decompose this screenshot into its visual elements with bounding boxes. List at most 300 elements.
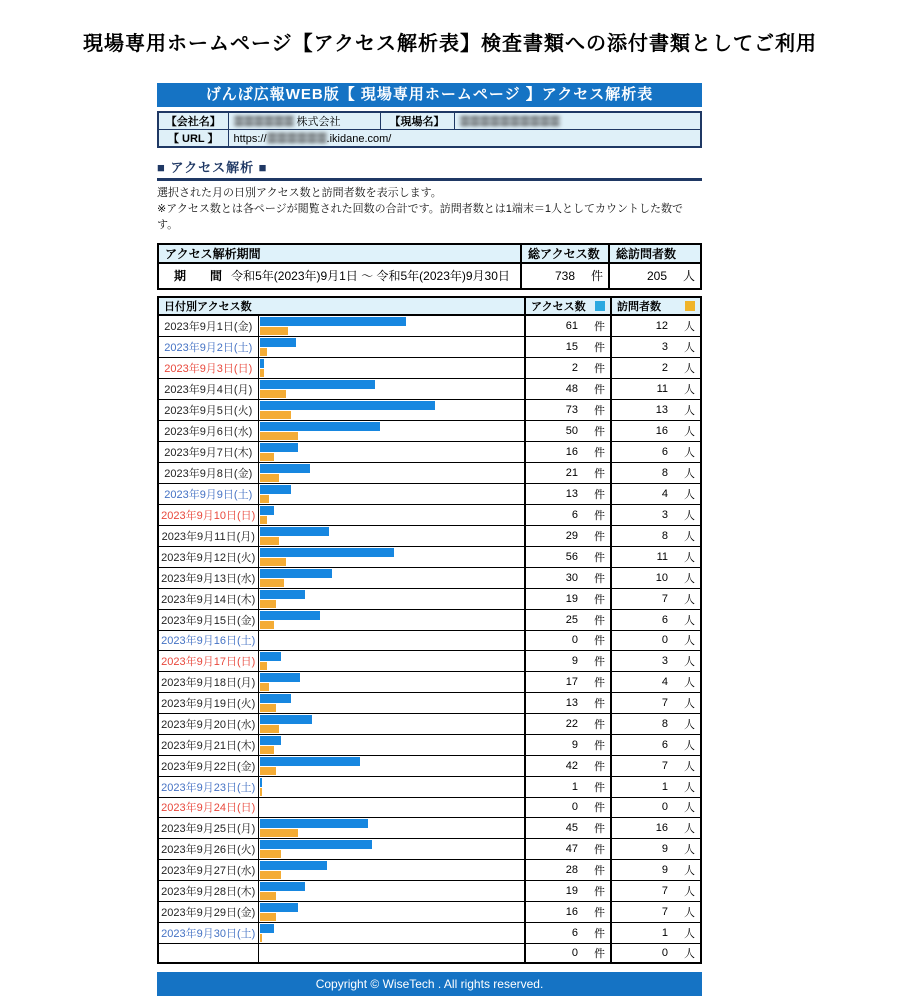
date-cell: 2023年9月4日(月) — [158, 378, 258, 399]
company-name-redacted: 〓〓〓〓〓〓 — [233, 116, 294, 128]
access-bar — [260, 401, 435, 410]
visitors-count-cell-value: 0 — [661, 634, 668, 647]
access-bar — [260, 715, 313, 724]
access-count-cell-value: 61 — [565, 319, 578, 332]
access-count-cell-unit: 件 — [594, 697, 605, 710]
access-bar — [260, 464, 310, 473]
table-row — [158, 692, 701, 713]
visitors-count-cell — [611, 462, 701, 483]
access-legend-square-icon — [595, 301, 605, 311]
access-bar — [260, 548, 394, 557]
visitors-count-cell — [611, 671, 701, 692]
access-count-cell — [525, 399, 611, 420]
visitors-count-cell-value: 6 — [661, 738, 668, 751]
access-count-cell-unit: 件 — [594, 383, 605, 396]
bar-cell — [258, 838, 525, 859]
access-count-cell — [525, 671, 611, 692]
access-count-cell-value: 22 — [565, 717, 578, 730]
visitors-bar — [260, 871, 282, 879]
url-row — [158, 130, 701, 148]
visitors-bar — [260, 369, 265, 377]
visitors-count-cell — [611, 650, 701, 671]
visitors-count-cell — [611, 378, 701, 399]
visitors-count-cell-value: 8 — [661, 717, 668, 730]
access-count-cell — [525, 650, 611, 671]
visitors-count-cell-value: 1 — [661, 926, 668, 939]
visitors-count-cell-value: 1 — [661, 780, 668, 793]
access-count-cell — [525, 734, 611, 755]
bar-cell — [258, 315, 525, 337]
access-bar — [260, 882, 306, 891]
bar-cell — [258, 420, 525, 441]
access-count-cell-value: 29 — [565, 529, 578, 542]
bar-cell — [258, 797, 525, 817]
access-count-cell-value: 16 — [565, 445, 578, 458]
visitors-count-cell — [611, 315, 701, 337]
access-count-cell-value: 19 — [565, 884, 578, 897]
access-count-cell-unit: 件 — [594, 885, 605, 898]
visitors-count-cell — [611, 609, 701, 630]
visitors-count-cell — [611, 588, 701, 609]
access-count-cell-unit: 件 — [594, 446, 605, 459]
date-col-header: 日付別アクセス数 — [158, 297, 525, 315]
access-count-cell-value: 47 — [565, 842, 578, 855]
date-cell: 2023年9月22日(金) — [158, 755, 258, 776]
company-value-cell — [228, 112, 380, 130]
visitors-count-cell — [611, 441, 701, 462]
bar-cell — [258, 609, 525, 630]
visitors-bar — [260, 474, 279, 482]
visitors-bar — [260, 913, 277, 921]
table-row — [158, 734, 701, 755]
visitors-count-cell-value: 3 — [661, 508, 668, 521]
access-bar — [260, 422, 380, 431]
access-count-cell — [525, 797, 611, 817]
date-cell: 2023年9月27日(水) — [158, 859, 258, 880]
access-count-cell-unit: 件 — [594, 802, 605, 815]
access-count-cell-unit: 件 — [594, 927, 605, 940]
access-count-cell-unit: 件 — [594, 948, 605, 961]
access-count-cell — [525, 483, 611, 504]
visitors-count-cell — [611, 357, 701, 378]
table-row — [158, 671, 701, 692]
access-count-cell-value: 50 — [565, 424, 578, 437]
copyright-text: Copyright © WiseTech . All rights reserved. — [315, 977, 544, 992]
access-count-cell-value: 15 — [565, 340, 578, 353]
visitors-count-cell-unit: 人 — [684, 425, 695, 438]
table-row — [158, 755, 701, 776]
access-count-cell-value: 16 — [565, 905, 578, 918]
site-info-table — [157, 111, 702, 148]
access-count-cell-unit: 件 — [594, 718, 605, 731]
access-bar — [260, 903, 298, 912]
date-cell: 2023年9月26日(火) — [158, 838, 258, 859]
access-count-cell-value: 21 — [565, 466, 578, 479]
access-count-cell — [525, 357, 611, 378]
access-bar — [260, 317, 406, 326]
date-cell: 2023年9月28日(木) — [158, 880, 258, 901]
access-count-cell-unit: 件 — [594, 551, 605, 564]
date-cell: 2023年9月19日(火) — [158, 692, 258, 713]
access-bar — [260, 673, 301, 682]
visitors-count-cell-unit: 人 — [684, 739, 695, 752]
visitors-count-cell-unit: 人 — [684, 822, 695, 835]
visitors-bar — [260, 767, 277, 775]
access-count-cell-value: 42 — [565, 759, 578, 772]
visitors-count-cell — [611, 901, 701, 922]
site-label: 【現場名】 — [380, 112, 454, 130]
visitors-bar — [260, 662, 267, 670]
visitors-count-cell-value: 11 — [656, 550, 668, 563]
access-count-cell-unit: 件 — [594, 843, 605, 856]
access-count-cell-value: 9 — [571, 654, 578, 667]
daily-access-table — [157, 296, 702, 965]
table-row — [158, 859, 701, 880]
total-access-header-cell: 総アクセス数 — [521, 244, 609, 263]
report-sheet — [157, 83, 702, 996]
analysis-period-table — [157, 243, 702, 290]
visitors-count-cell — [611, 880, 701, 901]
date-cell: 2023年9月13日(水) — [158, 567, 258, 588]
visitors-count-cell-unit: 人 — [684, 446, 695, 459]
table-row — [158, 357, 701, 378]
visitors-count-cell-unit: 人 — [684, 383, 695, 396]
visitors-count-cell-value: 7 — [661, 696, 668, 709]
access-bar — [260, 506, 274, 515]
visitors-count-cell — [611, 755, 701, 776]
table-row — [158, 609, 701, 630]
bar-cell — [258, 483, 525, 504]
url-label: 【 URL 】 — [158, 130, 228, 148]
access-bar — [260, 611, 320, 620]
table-row — [158, 315, 701, 337]
bar-cell — [258, 734, 525, 755]
visitors-bar — [260, 537, 279, 545]
table-row — [158, 776, 701, 797]
visitors-bar — [260, 579, 284, 587]
table-row — [158, 483, 701, 504]
visitors-count-cell — [611, 943, 701, 963]
table-row — [158, 713, 701, 734]
visitors-count-cell-value: 2 — [661, 361, 668, 374]
date-cell: 2023年9月7日(木) — [158, 441, 258, 462]
access-count-cell — [525, 588, 611, 609]
table-row — [158, 420, 701, 441]
access-count-cell — [525, 880, 611, 901]
total-access-unit: 件 — [591, 269, 604, 284]
visitors-count-cell-value: 3 — [661, 340, 668, 353]
visitors-bar — [260, 704, 277, 712]
company-label: 【会社名】 — [158, 112, 228, 130]
access-count-cell-unit: 件 — [594, 760, 605, 773]
daily-table-body — [158, 315, 701, 964]
access-count-cell — [525, 336, 611, 357]
access-count-cell — [525, 713, 611, 734]
visitors-count-cell — [611, 859, 701, 880]
visitors-count-cell-value: 9 — [661, 863, 668, 876]
date-cell: 2023年9月6日(水) — [158, 420, 258, 441]
visitors-col-header-cell — [611, 297, 701, 315]
access-count-cell — [525, 315, 611, 337]
access-count-cell — [525, 378, 611, 399]
visitors-bar — [260, 348, 267, 356]
visitors-count-cell — [611, 420, 701, 441]
section-heading-underline — [157, 178, 702, 181]
bar-cell — [258, 630, 525, 650]
visitors-count-cell-value: 16 — [655, 424, 668, 437]
access-bar — [260, 527, 330, 536]
visitors-count-cell — [611, 546, 701, 567]
visitors-count-cell — [611, 399, 701, 420]
visitors-count-cell-unit: 人 — [684, 488, 695, 501]
visitors-count-cell — [611, 817, 701, 838]
access-count-cell-value: 0 — [571, 947, 578, 960]
visitors-count-cell-value: 16 — [655, 821, 668, 834]
visitors-bar — [260, 934, 262, 942]
company-site-row — [158, 112, 701, 130]
visitors-count-cell-unit: 人 — [684, 760, 695, 773]
bar-cell — [258, 713, 525, 734]
access-count-cell-unit: 件 — [594, 906, 605, 919]
table-row — [158, 378, 701, 399]
access-count-cell-unit: 件 — [594, 341, 605, 354]
footer-bar — [157, 972, 702, 996]
bar-cell — [258, 859, 525, 880]
table-row — [158, 797, 701, 817]
visitors-count-cell-unit: 人 — [684, 718, 695, 731]
bar-cell — [258, 378, 525, 399]
access-count-cell-unit: 件 — [594, 530, 605, 543]
total-visitors-value: 205 — [646, 268, 667, 283]
access-count-cell-unit: 件 — [594, 488, 605, 501]
access-count-cell-value: 1 — [571, 780, 578, 793]
date-cell: 2023年9月21日(木) — [158, 734, 258, 755]
access-count-cell — [525, 567, 611, 588]
bar-cell — [258, 880, 525, 901]
visitors-count-cell-unit: 人 — [684, 906, 695, 919]
access-count-cell — [525, 776, 611, 797]
access-count-cell-value: 45 — [565, 821, 578, 834]
bar-cell — [258, 357, 525, 378]
access-count-cell — [525, 838, 611, 859]
total-visitors-header-cell: 総訪問者数 — [609, 244, 701, 263]
visitors-bar — [260, 892, 277, 900]
bar-cell — [258, 922, 525, 943]
visitors-count-cell-value: 13 — [655, 403, 668, 416]
bar-cell — [258, 650, 525, 671]
table-row — [158, 336, 701, 357]
access-bar — [260, 736, 282, 745]
period-label: 期 間 — [174, 269, 223, 284]
description-line-2: ※アクセス数とは各ページが閲覧された回数の合計です。訪問者数とは1端末＝1人としてカウントした数です。 — [157, 202, 684, 231]
date-cell: 2023年9月3日(日) — [158, 357, 258, 378]
table-row — [158, 901, 701, 922]
bar-cell — [258, 525, 525, 546]
date-cell: 2023年9月9日(土) — [158, 483, 258, 504]
date-cell: 2023年9月18日(月) — [158, 671, 258, 692]
visitors-bar — [260, 829, 298, 837]
url-value-cell — [228, 130, 701, 148]
date-cell: 2023年9月23日(土) — [158, 776, 258, 797]
url-suffix: .ikidane.com/ — [326, 133, 392, 145]
url-prefix: https:// — [233, 133, 267, 145]
visitors-count-cell-unit: 人 — [684, 320, 695, 333]
visitors-count-cell-unit: 人 — [684, 509, 695, 522]
bar-cell — [258, 943, 525, 963]
bar-cell — [258, 462, 525, 483]
access-analysis-heading: ■ アクセス解析 ■ — [157, 160, 268, 175]
access-count-cell-unit: 件 — [594, 509, 605, 522]
visitors-count-cell-value: 8 — [661, 466, 668, 479]
visitors-count-cell-unit: 人 — [684, 341, 695, 354]
visitors-count-cell — [611, 692, 701, 713]
access-count-cell-value: 13 — [565, 696, 578, 709]
table-row — [158, 504, 701, 525]
date-cell: 2023年9月1日(金) — [158, 315, 258, 337]
visitors-col-header: 訪問者数 — [617, 300, 661, 313]
visitors-bar — [260, 788, 262, 796]
site-value-cell — [454, 112, 701, 130]
access-count-cell-value: 9 — [571, 738, 578, 751]
period-cell — [158, 263, 521, 289]
access-bar — [260, 443, 298, 452]
date-cell: 2023年9月2日(土) — [158, 336, 258, 357]
access-count-cell-value: 19 — [565, 592, 578, 605]
visitors-count-cell-value: 4 — [661, 675, 668, 688]
period-table-header-row — [158, 244, 701, 263]
access-bar — [260, 924, 274, 933]
bar-cell — [258, 567, 525, 588]
visitors-bar — [260, 453, 274, 461]
access-count-cell-value: 6 — [571, 926, 578, 939]
access-bar — [260, 652, 282, 661]
page-title: 現場専用ホームページ【アクセス解析表】検査書類への添付書類としてご利用 — [83, 33, 817, 55]
date-cell: 2023年9月10日(日) — [158, 504, 258, 525]
visitors-count-cell-unit: 人 — [684, 530, 695, 543]
access-count-cell-unit: 件 — [594, 822, 605, 835]
access-count-cell-value: 0 — [571, 801, 578, 814]
visitors-count-cell-unit: 人 — [684, 885, 695, 898]
visitors-count-cell — [611, 483, 701, 504]
table-row — [158, 567, 701, 588]
visitors-count-cell-unit: 人 — [684, 781, 695, 794]
visitors-count-cell-unit: 人 — [684, 676, 695, 689]
access-count-cell — [525, 462, 611, 483]
visitors-bar — [260, 600, 277, 608]
date-cell: 2023年9月30日(土) — [158, 922, 258, 943]
visitors-count-cell-unit: 人 — [684, 467, 695, 480]
visitors-count-cell-unit: 人 — [684, 843, 695, 856]
period-header-cell: アクセス解析期間 — [158, 244, 521, 263]
access-bar — [260, 590, 306, 599]
table-row — [158, 588, 701, 609]
access-count-cell-unit: 件 — [594, 320, 605, 333]
visitors-count-cell-unit: 人 — [684, 614, 695, 627]
date-cell: 2023年9月5日(火) — [158, 399, 258, 420]
access-count-cell — [525, 504, 611, 525]
visitors-count-cell-value: 7 — [661, 759, 668, 772]
date-cell: 2023年9月20日(水) — [158, 713, 258, 734]
date-cell: 2023年9月16日(土) — [158, 630, 258, 650]
visitors-count-cell — [611, 797, 701, 817]
access-count-cell-unit: 件 — [594, 676, 605, 689]
visitors-count-cell-value: 4 — [661, 487, 668, 500]
access-bar — [260, 380, 375, 389]
access-count-cell-value: 30 — [565, 571, 578, 584]
access-count-cell-value: 6 — [571, 508, 578, 521]
access-count-cell — [525, 817, 611, 838]
access-col-header: アクセス数 — [531, 300, 586, 313]
visitors-count-cell-unit: 人 — [684, 593, 695, 606]
visitors-bar — [260, 516, 267, 524]
access-bar — [260, 861, 327, 870]
table-row — [158, 817, 701, 838]
bar-cell — [258, 546, 525, 567]
date-cell: 2023年9月29日(金) — [158, 901, 258, 922]
bar-cell — [258, 399, 525, 420]
table-row — [158, 525, 701, 546]
table-row — [158, 650, 701, 671]
visitors-count-cell — [611, 713, 701, 734]
date-cell: 2023年9月8日(金) — [158, 462, 258, 483]
date-cell: 2023年9月15日(金) — [158, 609, 258, 630]
visitors-bar — [260, 390, 286, 398]
visitors-count-cell-value: 12 — [655, 319, 668, 332]
site-name-redacted: 〓〓〓〓〓〓〓〓〓〓 — [459, 116, 560, 128]
visitors-count-cell-value: 7 — [661, 905, 668, 918]
bar-cell — [258, 755, 525, 776]
access-count-cell-unit: 件 — [594, 635, 605, 648]
visitors-count-cell — [611, 630, 701, 650]
visitors-count-cell-value: 7 — [661, 592, 668, 605]
visitors-count-cell-value: 10 — [655, 571, 668, 584]
bar-cell — [258, 588, 525, 609]
visitors-bar — [260, 850, 282, 858]
url-redacted: 〓〓〓〓〓〓 — [266, 133, 327, 145]
access-count-cell-unit: 件 — [594, 739, 605, 752]
total-visitors-cell — [609, 263, 701, 289]
table-row — [158, 630, 701, 650]
access-count-cell-value: 2 — [571, 361, 578, 374]
visitors-count-cell-unit: 人 — [684, 948, 695, 961]
visitors-count-cell-unit: 人 — [684, 697, 695, 710]
access-bar — [260, 485, 291, 494]
date-cell: 2023年9月11日(月) — [158, 525, 258, 546]
visitors-count-cell — [611, 922, 701, 943]
access-count-cell-unit: 件 — [594, 655, 605, 668]
access-count-cell — [525, 755, 611, 776]
visitors-count-cell — [611, 776, 701, 797]
access-bar — [260, 840, 373, 849]
period-value: 令和5年(2023年)9月1日 ～ 令和5年(2023年)9月30日 — [231, 269, 510, 284]
access-bar — [260, 694, 291, 703]
visitors-count-cell-value: 0 — [661, 947, 668, 960]
access-count-cell — [525, 692, 611, 713]
visitors-count-cell-unit: 人 — [684, 551, 695, 564]
visitors-bar — [260, 411, 291, 419]
total-access-value: 738 — [554, 268, 575, 283]
visitors-count-cell-unit: 人 — [684, 362, 695, 375]
access-count-cell — [525, 420, 611, 441]
visitors-bar — [260, 432, 298, 440]
report-banner-title: げんば広報WEB版【 現場専用ホームページ 】アクセス解析表 — [205, 86, 654, 103]
bar-cell — [258, 817, 525, 838]
access-count-cell-value: 48 — [565, 382, 578, 395]
access-bar — [260, 359, 265, 368]
visitors-count-cell — [611, 567, 701, 588]
date-cell: 2023年9月24日(日) — [158, 797, 258, 817]
access-count-cell-unit: 件 — [594, 362, 605, 375]
